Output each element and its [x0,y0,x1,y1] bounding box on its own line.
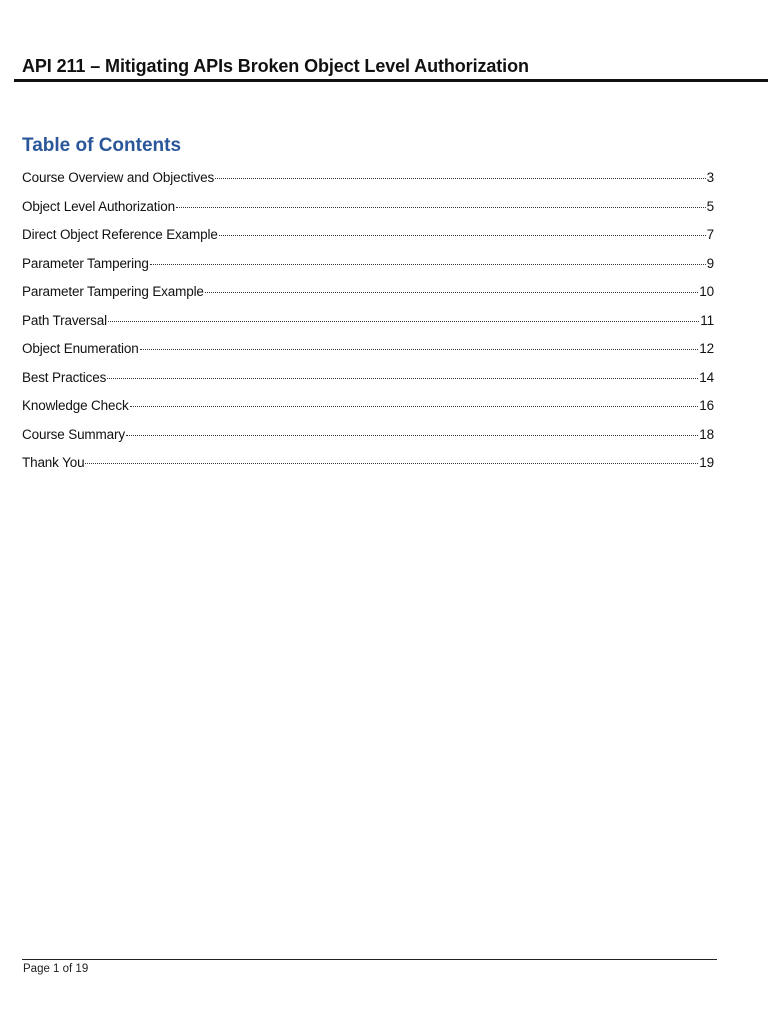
toc-entry-title: Object Enumeration [22,341,139,356]
toc-entry-title: Direct Object Reference Example [22,227,218,242]
toc-dot-leader [107,378,698,379]
toc-heading: Table of Contents [22,135,182,156]
toc-dot-leader [126,435,698,436]
toc-entry[interactable] [22,199,714,228]
toc-entry-page: 12 [699,341,714,356]
footer-divider [22,959,717,960]
toc-dot-leader [85,463,698,464]
toc-entry-page: 18 [699,426,714,442]
toc-entry-title: Path Traversal [22,312,107,328]
toc-entry[interactable] [22,170,714,199]
toc-dot-leader [205,292,698,293]
header-divider [14,79,768,82]
toc-dot-leader [130,406,699,407]
document-header-title: API 211 – Mitigating APIs Broken Object Level Authorization [22,56,529,76]
toc-entry-page: 9 [706,255,714,271]
toc-entry[interactable] [22,427,714,456]
toc-entry[interactable] [22,370,714,399]
toc-entry[interactable] [22,313,714,342]
toc-entry-title: Best Practices [22,369,107,385]
toc-entry-page: 5 [706,198,714,214]
toc-entry[interactable] [22,284,714,313]
toc-entry[interactable] [22,398,714,427]
toc-entry[interactable] [22,455,714,484]
toc-entry-title: Course Overview and Objectives [22,170,215,185]
toc-dot-leader [140,349,699,350]
toc-entry-title: Parameter Tampering Example [22,284,204,299]
toc-entry-title: Knowledge Check [22,398,129,413]
toc-dot-leader [215,178,706,179]
table-of-contents [22,170,714,484]
toc-dot-leader [176,207,706,208]
toc-entry-page: 10 [699,284,714,299]
toc-entry-page: 19 [699,455,714,470]
toc-entry-title: Course Summary [22,426,125,442]
toc-entry-title: Parameter Tampering [22,255,149,271]
toc-entry-page: 11 [700,312,714,328]
toc-entry[interactable] [22,256,714,285]
toc-entry-page: 16 [699,398,714,413]
toc-entry[interactable] [22,227,714,256]
toc-entry-title: Object Level Authorization [22,198,175,214]
toc-dot-leader [150,264,706,265]
toc-entry-page: 14 [699,369,714,385]
toc-entry-page: 7 [706,227,714,242]
page-number-footer: Page 1 of 19 [23,963,89,975]
toc-entry-title: Thank You [22,455,85,470]
toc-dot-leader [108,321,699,322]
toc-entry[interactable] [22,341,714,370]
toc-dot-leader [219,235,706,236]
toc-entry-page: 3 [706,170,714,185]
